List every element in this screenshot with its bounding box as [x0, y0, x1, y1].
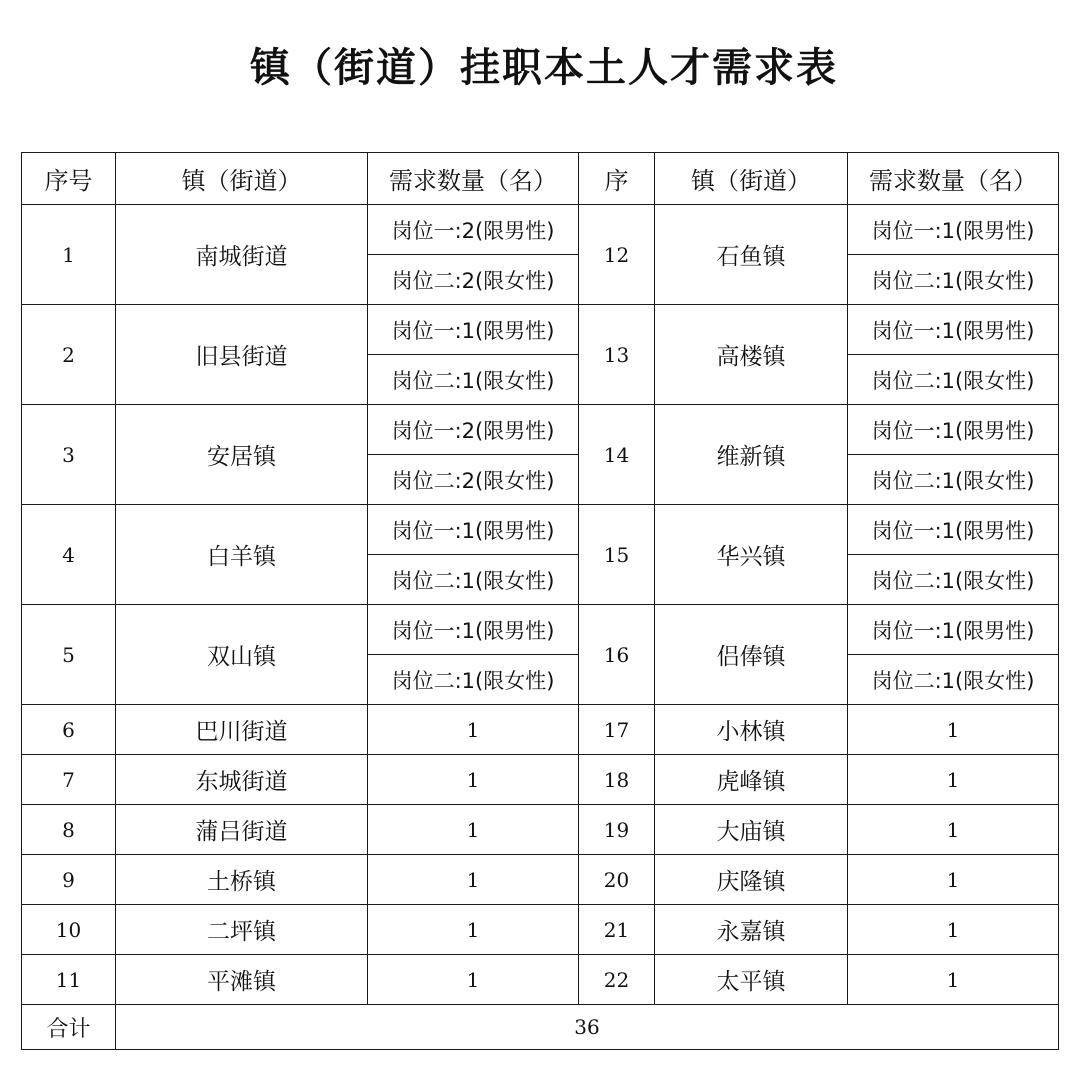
left-index: 3 — [22, 405, 116, 505]
right-town: 小林镇 — [655, 705, 848, 755]
right-post-one: 岗位一:1(限男性) — [848, 205, 1059, 255]
right-post-two: 岗位二:1(限女性) — [848, 555, 1059, 605]
left-town: 二坪镇 — [116, 905, 368, 955]
right-town: 太平镇 — [655, 955, 848, 1005]
table-row — [22, 805, 1059, 855]
right-post-two: 岗位二:1(限女性) — [848, 655, 1059, 705]
header-left-town: 镇（街道） — [116, 153, 368, 205]
right-town: 维新镇 — [655, 405, 848, 505]
left-post-one: 岗位一:1(限男性) — [368, 505, 579, 555]
left-index: 10 — [22, 905, 116, 955]
table-header-row — [22, 153, 1059, 205]
right-index: 17 — [579, 705, 655, 755]
table-row — [22, 755, 1059, 805]
total-value: 36 — [116, 1005, 1059, 1050]
table-row — [22, 505, 1059, 555]
left-post-two: 岗位二:2(限女性) — [368, 255, 579, 305]
total-label: 合计 — [22, 1005, 116, 1050]
left-index: 6 — [22, 705, 116, 755]
right-count: 1 — [848, 805, 1059, 855]
right-index: 16 — [579, 605, 655, 705]
left-index: 11 — [22, 955, 116, 1005]
right-post-two: 岗位二:1(限女性) — [848, 355, 1059, 405]
left-post-two: 岗位二:1(限女性) — [368, 355, 579, 405]
right-index: 15 — [579, 505, 655, 605]
left-town: 土桥镇 — [116, 855, 368, 905]
right-index: 12 — [579, 205, 655, 305]
left-town: 平滩镇 — [116, 955, 368, 1005]
right-count: 1 — [848, 705, 1059, 755]
right-count: 1 — [848, 855, 1059, 905]
right-index: 19 — [579, 805, 655, 855]
demand-table — [21, 152, 1059, 1050]
right-index: 21 — [579, 905, 655, 955]
right-post-two: 岗位二:1(限女性) — [848, 255, 1059, 305]
left-post-one: 岗位一:1(限男性) — [368, 605, 579, 655]
left-town: 双山镇 — [116, 605, 368, 705]
table-row — [22, 305, 1059, 355]
header-right-index: 序 — [579, 153, 655, 205]
left-count: 1 — [368, 905, 579, 955]
right-town: 高楼镇 — [655, 305, 848, 405]
table-row — [22, 705, 1059, 755]
right-post-two: 岗位二:1(限女性) — [848, 455, 1059, 505]
right-post-one: 岗位一:1(限男性) — [848, 505, 1059, 555]
left-post-two: 岗位二:2(限女性) — [368, 455, 579, 505]
header-left-demand: 需求数量（名） — [368, 153, 579, 205]
left-town: 东城街道 — [116, 755, 368, 805]
left-index: 5 — [22, 605, 116, 705]
table-row — [22, 905, 1059, 955]
page-title: 镇（街道）挂职本土人才需求表 — [250, 45, 838, 91]
right-index: 22 — [579, 955, 655, 1005]
left-count: 1 — [368, 755, 579, 805]
left-post-one: 岗位一:1(限男性) — [368, 305, 579, 355]
right-count: 1 — [848, 955, 1059, 1005]
right-town: 侣俸镇 — [655, 605, 848, 705]
right-town: 庆隆镇 — [655, 855, 848, 905]
left-town: 南城街道 — [116, 205, 368, 305]
left-count: 1 — [368, 705, 579, 755]
left-index: 8 — [22, 805, 116, 855]
table-row — [22, 205, 1059, 255]
table-row — [22, 605, 1059, 655]
right-index: 18 — [579, 755, 655, 805]
header-left-index: 序号 — [22, 153, 116, 205]
right-index: 13 — [579, 305, 655, 405]
left-index: 1 — [22, 205, 116, 305]
right-index: 20 — [579, 855, 655, 905]
left-index: 4 — [22, 505, 116, 605]
left-count: 1 — [368, 955, 579, 1005]
left-post-one: 岗位一:2(限男性) — [368, 205, 579, 255]
right-town: 永嘉镇 — [655, 905, 848, 955]
right-index: 14 — [579, 405, 655, 505]
right-count: 1 — [848, 905, 1059, 955]
left-post-two: 岗位二:1(限女性) — [368, 655, 579, 705]
right-post-one: 岗位一:1(限男性) — [848, 605, 1059, 655]
right-count: 1 — [848, 755, 1059, 805]
left-town: 巴川街道 — [116, 705, 368, 755]
right-town: 虎峰镇 — [655, 755, 848, 805]
left-count: 1 — [368, 805, 579, 855]
left-town: 蒲吕街道 — [116, 805, 368, 855]
table-row — [22, 855, 1059, 905]
right-town: 大庙镇 — [655, 805, 848, 855]
right-town: 华兴镇 — [655, 505, 848, 605]
left-post-two: 岗位二:1(限女性) — [368, 555, 579, 605]
left-town: 白羊镇 — [116, 505, 368, 605]
left-index: 9 — [22, 855, 116, 905]
left-count: 1 — [368, 855, 579, 905]
left-town: 旧县街道 — [116, 305, 368, 405]
header-right-demand: 需求数量（名） — [848, 153, 1059, 205]
left-town: 安居镇 — [116, 405, 368, 505]
table-row — [22, 955, 1059, 1005]
header-right-town: 镇（街道） — [655, 153, 848, 205]
right-post-one: 岗位一:1(限男性) — [848, 305, 1059, 355]
right-town: 石鱼镇 — [655, 205, 848, 305]
total-row — [22, 1005, 1059, 1050]
left-index: 7 — [22, 755, 116, 805]
table-row — [22, 405, 1059, 455]
left-post-one: 岗位一:2(限男性) — [368, 405, 579, 455]
right-post-one: 岗位一:1(限男性) — [848, 405, 1059, 455]
left-index: 2 — [22, 305, 116, 405]
